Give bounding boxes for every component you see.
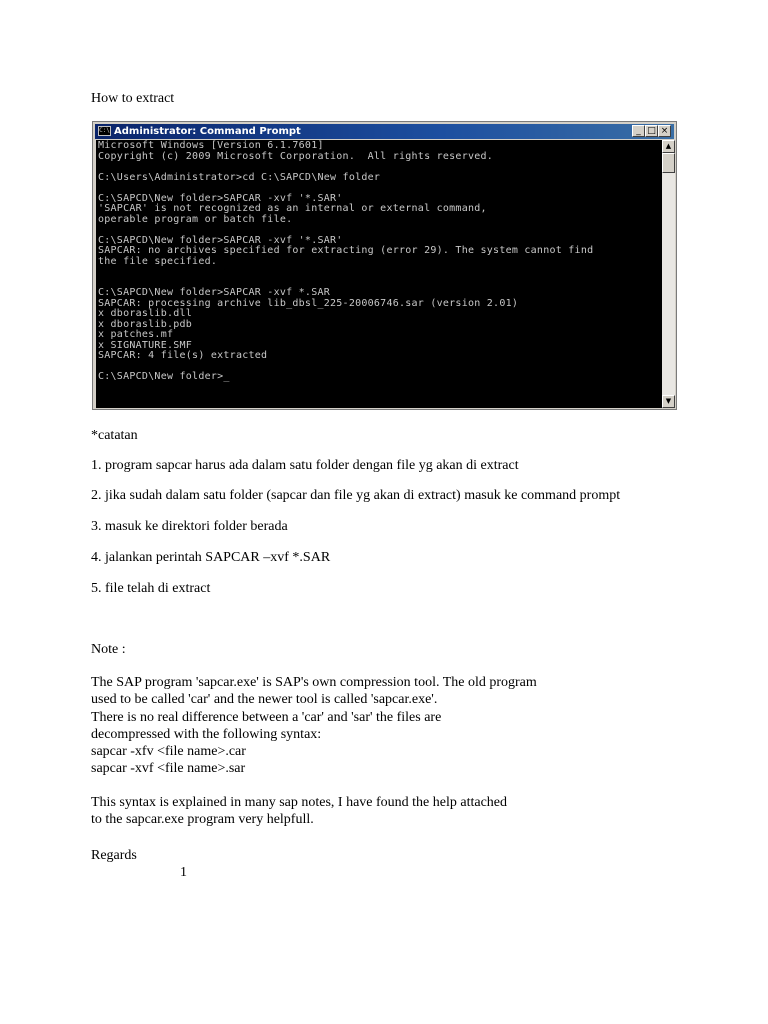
note-paragraph-1 [91, 674, 537, 778]
note-line: sapcar -xvf <file name>.sar [91, 761, 246, 777]
note-paragraph-2 [91, 794, 507, 829]
page-number: 1 [180, 865, 187, 880]
catatan-item-5: 5. file telah di extract [91, 581, 211, 596]
note-line: There is no real difference between a 'car' and 'sar' the files are [91, 709, 442, 725]
scroll-up-arrow-icon: ▲ [662, 140, 675, 153]
title-bar [95, 124, 674, 139]
note-line: sapcar -xfv <file name>.car [91, 744, 246, 760]
window-title: Administrator: Command Prompt [114, 126, 301, 137]
command-prompt-window [92, 121, 677, 410]
minimize-icon: _ [632, 125, 645, 137]
scroll-down-arrow-icon: ▼ [662, 395, 675, 408]
scrollbar [662, 140, 675, 408]
scroll-thumb [662, 153, 675, 173]
note-line: This syntax is explained in many sap notes, I have found the help attached [91, 795, 508, 810]
note-line: decompressed with the following syntax: [91, 726, 322, 742]
catatan-item-4: 4. jalankan perintah SAPCAR –xvf *.SAR [91, 550, 331, 565]
heading: How to extract [91, 91, 175, 106]
catatan-title: *catatan [91, 428, 138, 443]
catatan-item-2: 2. jika sudah dalam satu folder (sapcar dan file yg akan di extract) masuk ke command prompt [91, 488, 621, 503]
catatan-item-1: 1. program sapcar harus ada dalam satu folder dengan file yg akan di extract [91, 458, 519, 473]
catatan-item-3: 3. masuk ke direktori folder berada [91, 519, 288, 534]
closing-text: Regards [91, 848, 137, 863]
cmd-app-icon: C:\ [99, 127, 110, 134]
maximize-icon: □ [645, 125, 658, 137]
note-title: Note : [91, 642, 126, 657]
close-icon: × [658, 125, 671, 137]
note-line: used to be called 'car' and the newer tool is called 'sapcar.exe'. [91, 692, 438, 708]
note-line: The SAP program 'sapcar.exe' is SAP's own compression tool. The old program [91, 675, 537, 690]
console-text: Microsoft Windows [Version 6.1.7601] Copyright (c) 2009 Microsoft Corporation. All rights reserved. C:\Users\Administrator>cd C:\SAPCD\New folder C:\SAPCD\New folder>SAPCAR -xvf '*.SAR' 'SAPCAR' is not recognized as an internal or external command, operable program or batch file. C:\SAPCD\New folder>SAPCAR -xvf '*.SAR' SAPCAR: no archives specified for extracting (error 29). The system cannot find the file specified. C:\SAPCD\New folder>SAPCAR -xvf *.SAR SAPCAR: processing archive lib_dbsl_225-20006746.sar (version 2.01) x dboraslib.dll x dboraslib.pdb x patches.mf x SIGNATURE.SMF SAPCAR: 4 file(s) extracted C:\SAPCD\New folder>_ [98, 140, 594, 382]
note-line: to the sapcar.exe program very helpfull. [91, 812, 314, 828]
console-output [96, 140, 662, 408]
